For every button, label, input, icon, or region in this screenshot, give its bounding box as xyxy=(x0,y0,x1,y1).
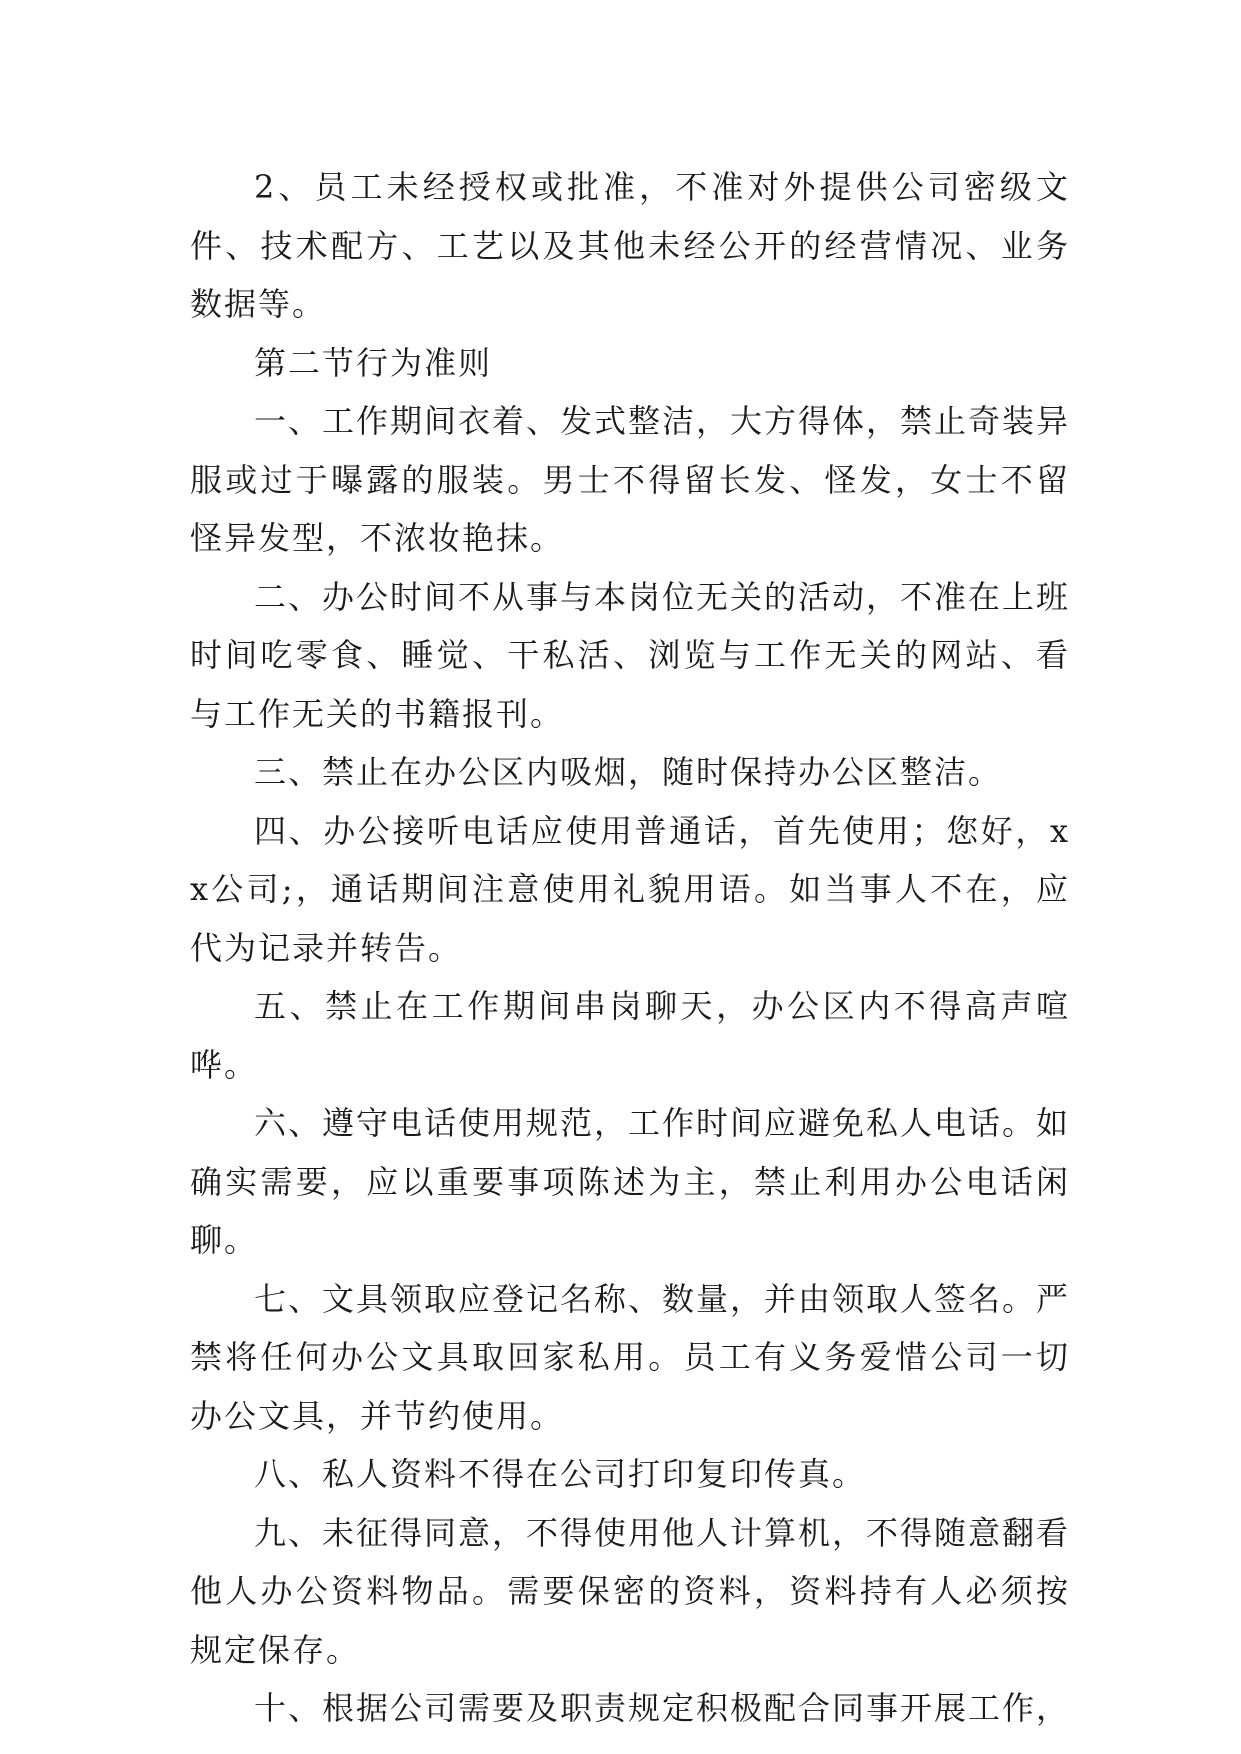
paragraph-rule-9: 九、未征得同意，不得使用他人计算机，不得随意翻看他人办公资料物品。需要保密的资料，资料持有人必须按规定保存。 xyxy=(190,1513,1071,1669)
paragraph-rule-4: 四、办公接听电话应使用普通话，首先使用；您好，xx公司;，通话期间注意使用礼貌用语。如当事人不在，应代为记录并转告。 xyxy=(190,811,1070,967)
paragraph-rule-6: 六、遵守电话使用规范，工作时间应避免私人电话。如确实需要，应以重要事项陈述为主，禁止利用办公电话闲聊。 xyxy=(190,1104,1071,1259)
document-body xyxy=(190,158,1070,1738)
paragraph-rule-3: 三、禁止在办公区内吸烟，随时保持办公区整洁。 xyxy=(254,753,1003,791)
paragraph-rule-5: 五、禁止在工作期间串岗聊天，办公区内不得高声喧哗。 xyxy=(190,987,1070,1084)
paragraph-rule-8: 八、私人资料不得在公司打印复印传真。 xyxy=(254,1455,867,1493)
paragraph-rule-2: 二、办公时间不从事与本岗位无关的活动，不准在上班时间吃零食、睡觉、干私活、浏览与工作无关的网站、看与工作无关的书籍报刊。 xyxy=(190,577,1071,733)
paragraph-rule-7: 七、文具领取应登记名称、数量，并由领取人签名。严禁将任何办公文具取回家私用。员工有义务爱惜公司一切办公文具，并节约使用。 xyxy=(190,1279,1071,1435)
paragraph-rule-10: 十、根据公司需要及职责规定积极配合同事开展工作， xyxy=(254,1689,1071,1727)
section-heading: 第二节行为准则 xyxy=(254,343,493,382)
paragraph-rule-1: 一、工作期间衣着、发式整洁，大方得体，禁止奇装异服或过于曝露的服装。男士不得留长发、怪发，女士不留怪异发型，不浓妆艳抹。 xyxy=(190,402,1071,557)
paragraph-confidentiality-item-2: 2、员工未经授权或批准，不准对外提供公司密级文件、技术配方、工艺以及其他未经公开的经营情况、业务数据等。 xyxy=(190,168,1070,323)
